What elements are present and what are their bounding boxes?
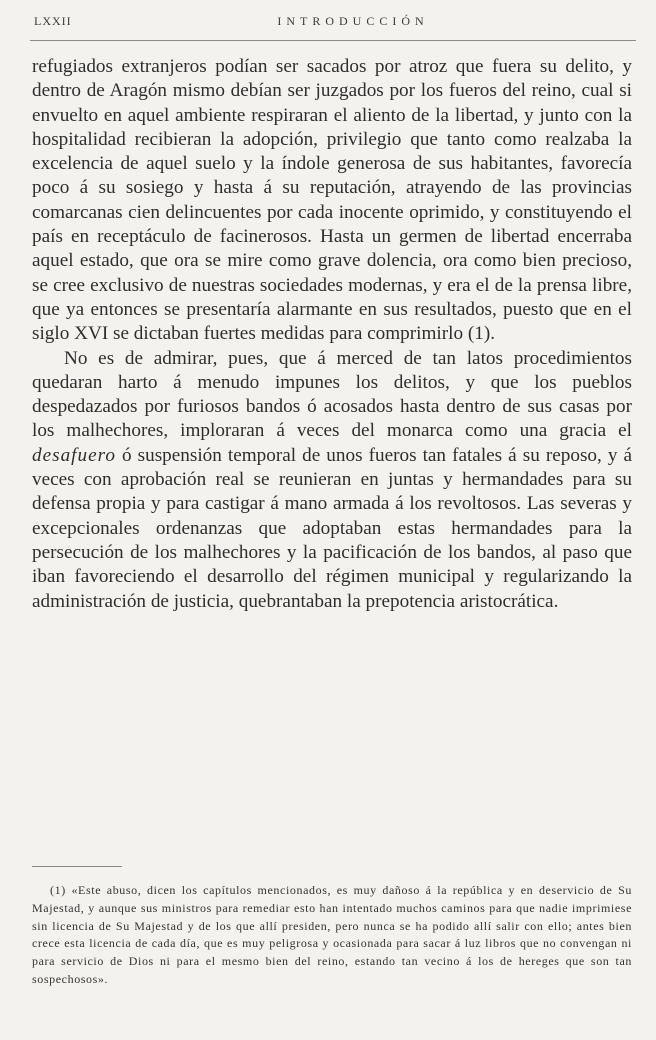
footnote-rule: [32, 866, 122, 867]
footnote: [32, 882, 632, 989]
paragraph-2-part-2: ó suspensión temporal de unos fueros tan fatales á su reposo, y á veces con aprobación real se reunieran en juntas y hermandades para su defensa propia y para castigar á mano armada á los revoltosos. Las severas y excepcionales ordenanzas que adoptaban estas hermandades para la persecución de los malhechores y la pacificación de los bandos, al paso que iban favoreciendo el desarrollo del régimen municipal y regularizando la administración de justicia, quebrantaban la prepotencia aristocrática.: [32, 444, 632, 612]
header-rule: [30, 40, 636, 41]
paragraph-1: refugiados extranjeros podían ser sacados por atroz que fuera su delito, y dentro de Aragón mismo debían ser juzgados por los fueros del reino, cual si envuelto en aquel ambiente respiraran el aliento de la libertad, y junto con la hospitalidad recibieran la adopción, privilegio que tanto como realzaba la excelencia de aquel suelo y la índole generosa de sus habitantes, favorecía poco á su sosiego y hasta á su reputación, atrayendo de las provincias comarcanas cien delincuentes por cada inocente oprimido, y constituyendo el país en receptáculo de facinerosos. Hasta un germen de libertad encerraba aquel estado, que ora se mire como grave dolencia, ora como bien precioso, se cree exclusivo de nuestras sociedades modernas, y era el de la prensa libre, que ya entonces se presentaría alarmante en sus resultados, puesto que en el siglo XVI se dictaban fuertes medidas para comprimirlo (1).: [32, 56, 632, 345]
paragraph-2: [32, 347, 632, 614]
running-title: INTRODUCCIÓN: [277, 14, 429, 28]
running-head: [34, 14, 632, 36]
body-text: [32, 55, 632, 614]
page-folio: LXXII: [34, 14, 72, 28]
paragraph-2-part-1: No es de admirar, pues, que á merced de tan latos procedimientos quedaran harto á menudo impunes los delitos, y que los pueblos despedazados por furiosos bandos ó acosados hasta dentro de sus casas por los malhechores, imploraran á veces del monarca como una gracia el: [32, 347, 632, 442]
italic-term: desafuero: [32, 444, 116, 466]
footnote-text: (1) «Este abuso, dicen los capítulos mencionados, es muy dañoso á la república y en deservicio de Su Majestad, y aunque sus ministros para remediar esto han intentado muchos caminos para que nadie imprimiese sin licencia de Su Majestad y de los que allí presiden, pero nunca se ha podido allí salir con ello; antes bien crece esta licencia de cada día, que es muy peligrosa y ocasionada para sacar á luz libros que no convengan ni para servicio de Dios ni para el mesmo bien del reino, estando tan vecino á los de hereges que son tan sospechosos».: [32, 883, 632, 986]
